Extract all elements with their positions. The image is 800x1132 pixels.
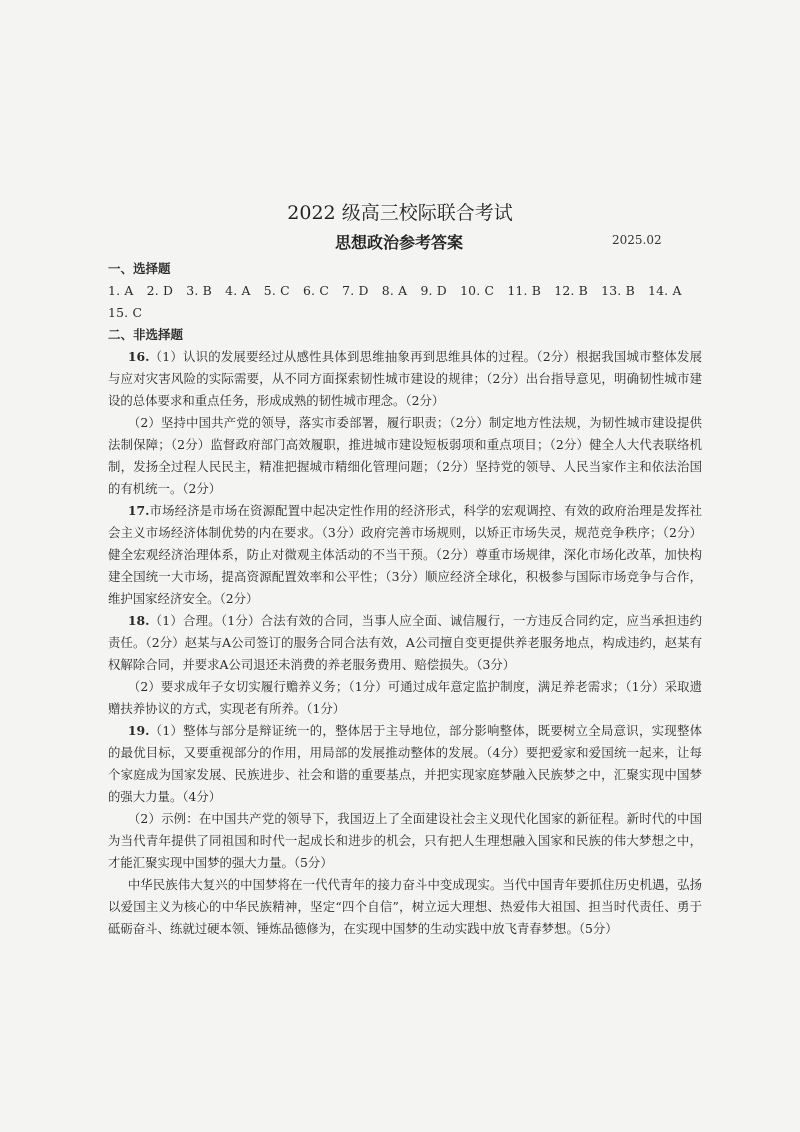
choice-answer: 6. C	[302, 283, 329, 298]
answer-text: （1）认识的发展要经过从感性具体到思维抽象再到思维具体的过程。（2分）根据我国城市整体发展与应对灾害风险的实际需要，从不同方面探索韧性城市建设的规律；（2分）出台指导意见，明确韧性城市建设的总体要求和重点任务，形成成熟的韧性城市理念。（2分）	[108, 349, 702, 408]
answer-text: 市场经济是市场在资源配置中起决定性作用的经济形式，科学的宏观调控、有效的政府治理是发挥社会主义市场经济体制优势的内在要求。（3分）政府完善市场规则，以矫正市场失灵，规范竞争秩序；（2分）健全宏观经济治理体系，防止对微观主体活动的不当干预。（2分）尊重市场规律，深化市场化改革，加快构建全国统一大市场，提高资源配置效率和公平性；（3分）顺应经济全球化，积极参与国际市场竞争与合作，维护国家经济安全。（2分）	[108, 503, 702, 606]
q16-part2: （2）坚持中国共产党的领导，落实市委部署，履行职责；（2分）制定地方性法规，为韧性城市建设提供法制保障；（2分）监督政府部门高效履职，推进城市建设短板弱项和重点项目；（2分）健全人大代表联络机制，发扬全过程人民民主，精准把握城市精细化管理问题；（2分）坚持党的领导、人民当家作主和依法治国的有机统一。（2分）	[108, 415, 702, 496]
q18-part1	[108, 610, 702, 676]
choice-answers-line	[108, 280, 702, 302]
choice-answer: 3. B	[186, 283, 212, 298]
choice-answer: 13. B	[601, 283, 635, 298]
choice-answer: 7. D	[342, 283, 369, 298]
choice-answer: 12. B	[554, 283, 588, 298]
question-number: 19.	[127, 723, 150, 738]
choice-answer: 14. A	[648, 283, 682, 298]
answer-text: （1）合理。（1分）合法有效的合同，当事人应全面、诚信履行，一方违反合同约定，应当承担违约责任。（2分）赵某与A公司签订的服务合同合法有效，A公司擅自变更提供养老服务地点，构成违约，赵某有权解除合同，并要求A公司退还未消费的养老服务费用、赔偿损失。（3分）	[108, 613, 702, 672]
q17-answer	[108, 500, 702, 610]
choice-answers-line-2: 15. C	[108, 305, 143, 320]
page-title: 2022 级高三校际联合考试	[287, 202, 513, 224]
choice-answer: 5. C	[263, 283, 290, 298]
exam-date: 2025.02	[612, 233, 662, 247]
q16-part1	[108, 346, 702, 412]
choice-answer: 1. A	[108, 283, 134, 298]
q18-part2: （2）要求成年子女切实履行赡养义务；（1分）可通过成年意定监护制度，满足养老需求；（1分）采取遗赠扶养协议的方式，实现老有所养。（1分）	[108, 679, 702, 716]
section-heading-choice: 一、选择题	[108, 261, 171, 276]
question-number: 16.	[127, 349, 150, 364]
q19-part3: 中华民族伟大复兴的中国梦将在一代代青年的接力奋斗中变成现实。当代中国青年要抓住历史机遇，弘扬以爱国主义为核心的中华民族精神，坚定“四个自信”，树立远大理想、热爱伟大祖国、担当时代责任、勇于砥砺奋斗、练就过硬本领、锤炼品德修为，在实现中国梦的生动实践中放飞青春梦想。（5分）	[108, 877, 702, 936]
choice-answer: 4. A	[225, 283, 251, 298]
choice-answer: 11. B	[507, 283, 542, 298]
page-subtitle: 思想政治参考答案	[335, 233, 464, 252]
choice-answer: 10. C	[460, 283, 495, 298]
q19-part2: （2）示例：在中国共产党的领导下，我国迈上了全面建设社会主义现代化国家的新征程。新时代的中国为当代青年提供了同祖国和时代一起成长和进步的机会，只有把人生理想融入国家和民族的伟大梦想之中，才能汇聚实现中国梦的强大力量。（5分）	[108, 811, 702, 870]
choice-answer: 2. D	[146, 283, 174, 298]
choice-answer: 8. A	[381, 283, 408, 298]
section-heading-nonchoice: 二、非选择题	[108, 327, 184, 342]
answer-content	[108, 258, 702, 940]
choice-answer: 9. D	[420, 283, 447, 298]
question-number: 18.	[127, 613, 150, 628]
q19-part1	[108, 720, 702, 808]
answer-text: （1）整体与部分是辩证统一的，整体居于主导地位，部分影响整体，既要树立全局意识，实现整体的最优目标，又要重视部分的作用，用局部的发展推动整体的发展。（4分）要把爱家和爱国统一起来，让每个家庭成为国家发展、民族进步、社会和谐的重要基点，并把实现家庭梦融入民族梦之中，汇聚实现中国梦的强大力量。（4分）	[108, 723, 702, 804]
question-number: 17.	[127, 503, 150, 518]
